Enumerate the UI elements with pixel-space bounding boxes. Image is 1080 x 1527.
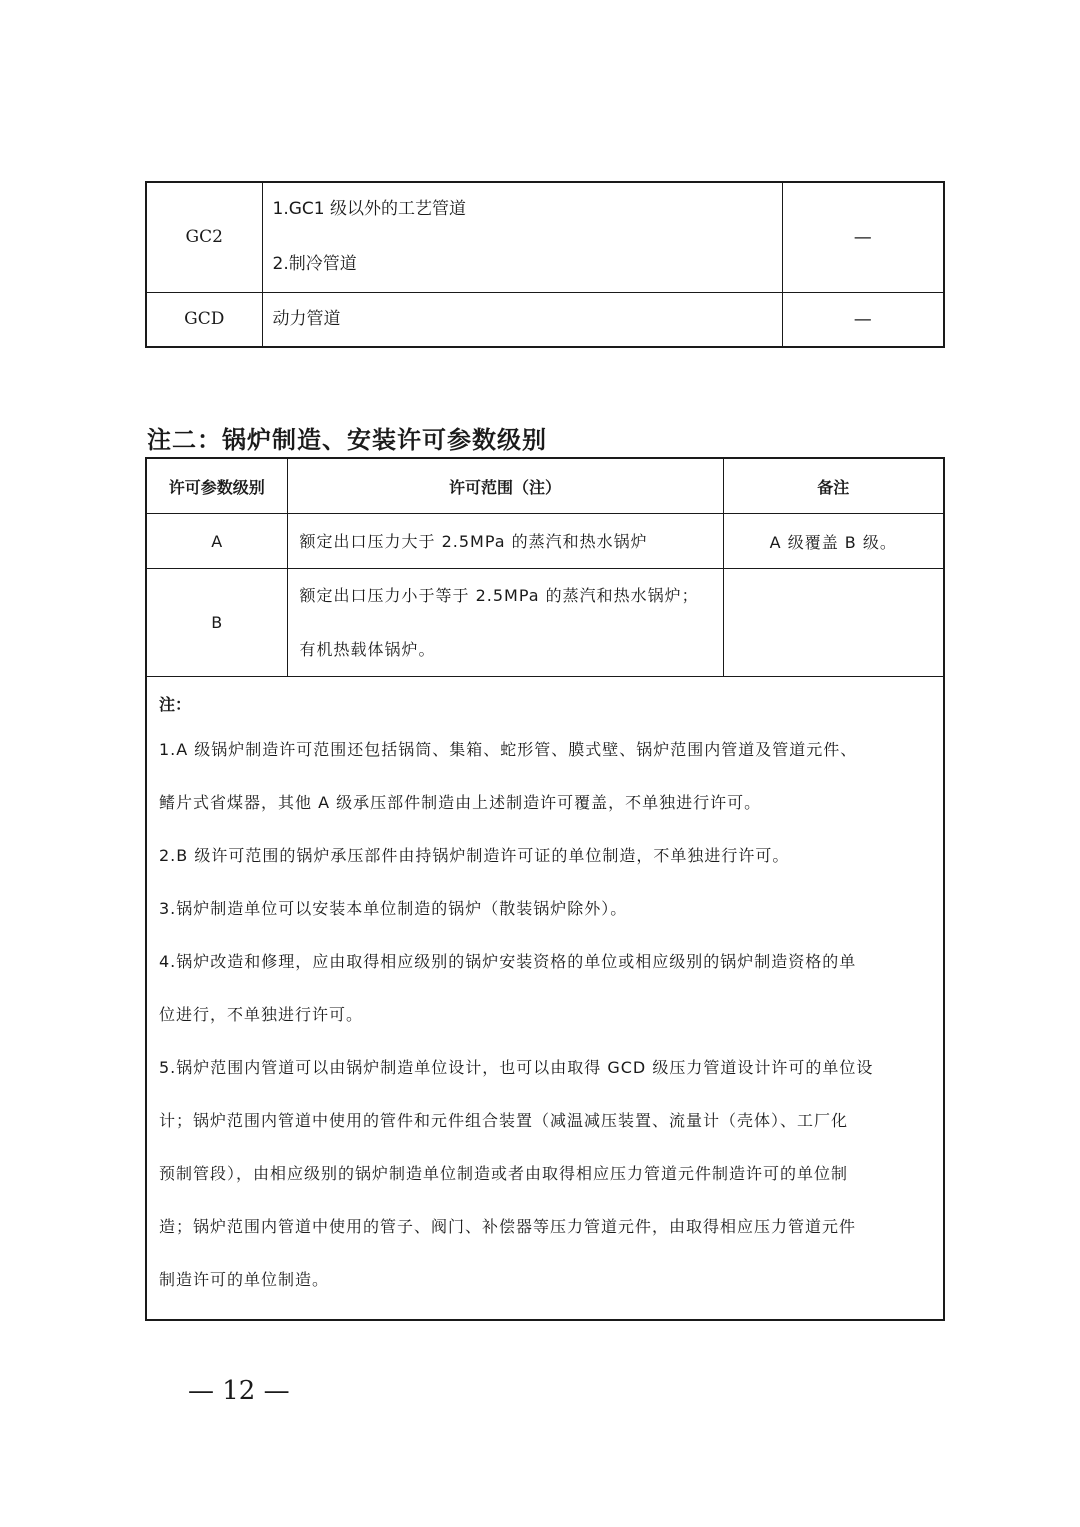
table-header-row — [146, 458, 944, 514]
license-remark — [723, 569, 944, 677]
scope-line: 有机热载体锅炉。 — [299, 640, 436, 659]
header-remark: 备注 — [723, 458, 944, 514]
license-level: B — [146, 569, 287, 677]
page-number: — 12 — — [188, 1376, 290, 1406]
license-scope — [287, 514, 723, 569]
license-remark: A 级覆盖 B 级。 — [723, 514, 944, 569]
table-row — [146, 292, 944, 347]
category-code: GC2 — [146, 182, 262, 292]
category-code: GCD — [146, 292, 262, 347]
note-line: 1.A 级锅炉制造许可范围还包括锅筒、集箱、蛇形管、膜式壁、锅炉范围内管道及管道元件、 — [159, 740, 858, 759]
license-level: A — [146, 514, 287, 569]
category-description — [262, 292, 782, 347]
note-line: 位进行，不单独进行许可。 — [159, 1005, 364, 1024]
boiler-license-table — [145, 457, 945, 1321]
table-row — [146, 569, 944, 677]
note-line: 制造许可的单位制造。 — [159, 1270, 330, 1289]
table-row — [146, 514, 944, 569]
notes-row — [146, 677, 944, 1321]
description-line: 动力管道 — [272, 308, 341, 329]
note-line: 5.锅炉范围内管道可以由锅炉制造单位设计，也可以由取得 GCD 级压力管道设计许可的单位设 — [159, 1058, 874, 1077]
note-line: 预制管段），由相应级别的锅炉制造单位制造或者由取得相应压力管道元件制造许可的单位制 — [159, 1164, 849, 1183]
scope-line: 额定出口压力大于 2.5MPa 的蒸汽和热水锅炉 — [299, 531, 648, 551]
section-title: 注二：锅炉制造、安装许可参数级别 — [147, 426, 547, 454]
scope-line: 额定出口压力小于等于 2.5MPa 的蒸汽和热水锅炉； — [299, 586, 699, 605]
license-scope — [287, 569, 723, 677]
note-line: 2.B 级许可范围的锅炉承压部件由持锅炉制造许可证的单位制造，不单独进行许可。 — [159, 846, 790, 865]
notes-cell — [146, 677, 944, 1321]
description-line: 2.制冷管道 — [272, 254, 357, 275]
note-line: 鳍片式省煤器，其他 A 级承压部件制造由上述制造许可覆盖，不单独进行许可。 — [159, 793, 762, 812]
notes-title: 注： — [159, 695, 192, 714]
header-license-level: 许可参数级别 — [146, 458, 287, 514]
note-line: 4.锅炉改造和修理，应由取得相应级别的锅炉安装资格的单位或相应级别的锅炉制造资格的单 — [159, 952, 857, 971]
category-remark: — — [782, 182, 944, 292]
category-remark: — — [782, 292, 944, 347]
header-license-scope: 许可范围（注） — [287, 458, 723, 514]
table-row — [146, 182, 944, 292]
note-line: 3.锅炉制造单位可以安装本单位制造的锅炉（散装锅炉除外）。 — [159, 899, 628, 918]
note-line: 造；锅炉范围内管道中使用的管子、阀门、补偿器等压力管道元件，由取得相应压力管道元件 — [159, 1217, 857, 1236]
description-line: 1.GC1 级以外的工艺管道 — [272, 199, 466, 220]
category-description — [262, 182, 782, 292]
pipeline-category-table — [145, 181, 945, 348]
note-line: 计；锅炉范围内管道中使用的管件和元件组合装置（减温减压装置、流量计（壳体）、工厂化 — [159, 1111, 849, 1130]
